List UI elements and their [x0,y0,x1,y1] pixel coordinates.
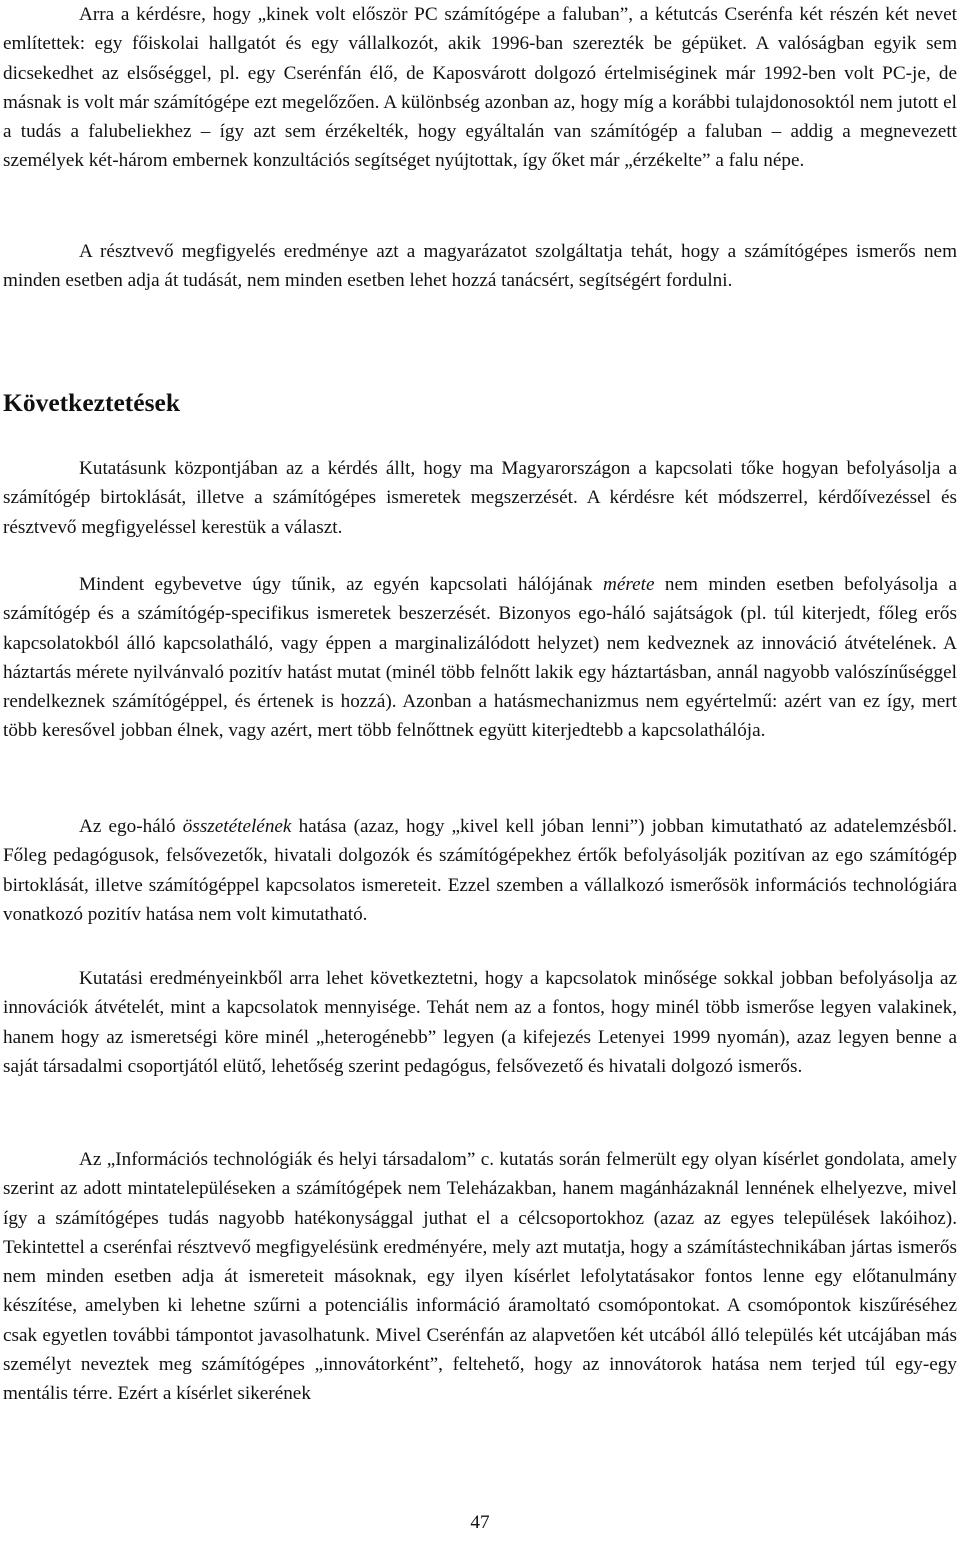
paragraph-network-size [3,570,957,746]
paragraph-research-focus [3,454,957,542]
paragraph-text: Kutatási eredményeinkből arra lehet következtetni, hogy a kapcsolatok minősége sokkal jobban befolyásolja az innovációk átvételét, mint a kapcsolatok mennyisége. Tehát nem az a fontos, hogy minél több ismerőse legyen valakinek, hanem hogy az ismeretségi köre minél „heterogénebb” legyen (a kifejezés Letenyei 1999 nyomán), azaz legyen benne a saját társadalmi csoportjától elütő, lehetőség szerint pedagógus, felsővezető és hivatali dolgozó ismerős. [3,968,957,1077]
emphasized-term: mérete [602,574,655,595]
paragraph-text: Arra a kérdésre, hogy „kinek volt először PC számítógépe a faluban”, a kétutcás Cserénfa két részén két nevet említettek: egy főiskolai hallgatót és egy vállalkozót, akik 1996-ban szerezték be gépüket. A valóságban egyik sem dicsekedhet az elsőséggel, pl. egy Cserénfán élő, de Kaposvárott dolgozó értelmiséginek már 1992-ben volt PC-je, de másnak is volt már számítógépe ezt megelőzően. A különbség azonban az, hogy míg a korábbi tulajdonosoktól nem jutott el a tudás a falubeliekhez – így azt sem érzékelték, hogy egyáltalán van számítógép a faluban – addig a megnevezett személyek két-három embernek konzultációs segítséget nyújtottak, így őket már „érzékelte” a falu népe. [3,4,957,172]
paragraph-text: nem minden esetben befolyásolja a számítógép és a számítógép-specifikus ismeretek beszerzését. Bizonyos ego-háló sajátságok (pl. túl kiterjedt, főleg erős kapcsolatokból álló kapcsolatháló, vagy éppen a marginalizálódott helyzet) nem kedveznek az innováció átvételének. A háztartás mérete nyilvánvaló pozitív hatást mutat (minél több felnőtt lakik egy háztartásban, annál nagyobb valószínűséggel rendelkeznek számítógéppel, és értenek is hozzá). Azonban a hatásmechanizmus nem egyértelmű: azért van ez így, mert több keresővel jobban élnek, vagy azért, mert több felnőttnek együtt kiterjedtebb a kapcsolathálója. [3,574,957,742]
paragraph-participant-observation [3,237,957,296]
paragraph-text: hatása (azaz, hogy „kivel kell jóban lenni”) jobban kimutatható az adatelemzésből. Főleg pedagógusok, felsővezetők, hivatali dolgozók és számítógépekhez értők befolyásolják pozitívan az ego számítógép birtoklását, illetve számítógéppel kapcsolatos ismereteit. Ezzel szemben a vállalkozó ismerősök információs technológiára vonatkozó pozitív hatása nem volt kimutatható. [3,816,957,925]
paragraph-text: Az ego-háló [79,816,183,837]
paragraph-text: Az „Információs technológiák és helyi társadalom” c. kutatás során felmerült egy olyan kísérlet gondolata, amely szerint az adott mintatelepüléseken a számítógépek nem Teleházakban, hanem magánházaknál lennének elhelyezve, mivel így a számítógépes tudás nagyobb hatékonysággal juthat el a célcsoportokhoz (azaz az egyes települések lakóihoz). Tekintettel a cserénfai résztvevő megfigyelésünk eredményére, mely azt mutatja, hogy a számítástechnikában jártas ismerős nem minden esetben adja át ismereteit másoknak, egy ilyen kísérlet lefolytatásakor fontos lenne egy előtanulmány készítése, amelyben ki lehetne szűrni a potenciális információ áramoltató csomópontokat. A csomópontok kiszűréséhez csak egyetlen további támpontot javasolhatunk. Mivel Cserénfán az alapvetően két utcából álló település két utcájában más személyt neveztek meg számítógépes „innovátorként”, feltehető, hogy az innovátorok hatása nem terjed túl egy-egy mentális térre. Ezért a kísérlet sikerének [3,1149,957,1405]
paragraph-text: Kutatásunk központjában az a kérdés állt, hogy ma Magyarországon a kapcsolati tőke hogyan befolyásolja a számítógép birtoklását, illetve a számítógépes ismeretek megszerzését. A kérdésre két módszerrel, kérdőívezéssel és résztvevő megfigyeléssel kerestük a választ. [3,458,957,538]
paragraph-text: A résztvevő megfigyelés eredménye azt a magyarázatot szolgáltatja tehát, hogy a számítógépes ismerős nem minden esetben adja át tudását, nem minden esetben lehet hozzá tanácsért, segítségért fordulni. [3,241,957,292]
paragraph-relationship-quality [3,964,957,1081]
paragraph-first-pc-question [3,0,957,176]
page-number: 47 [470,1512,490,1533]
paragraph-text: Mindent egybevetve úgy tűnik, az egyén kapcsolati hálójának [79,574,603,595]
section-heading: Következtetések [3,388,181,417]
emphasized-term: összetételének [182,816,292,837]
paragraph-experiment-proposal [3,1145,957,1409]
document-page [3,0,957,1545]
paragraph-network-composition [3,812,957,929]
